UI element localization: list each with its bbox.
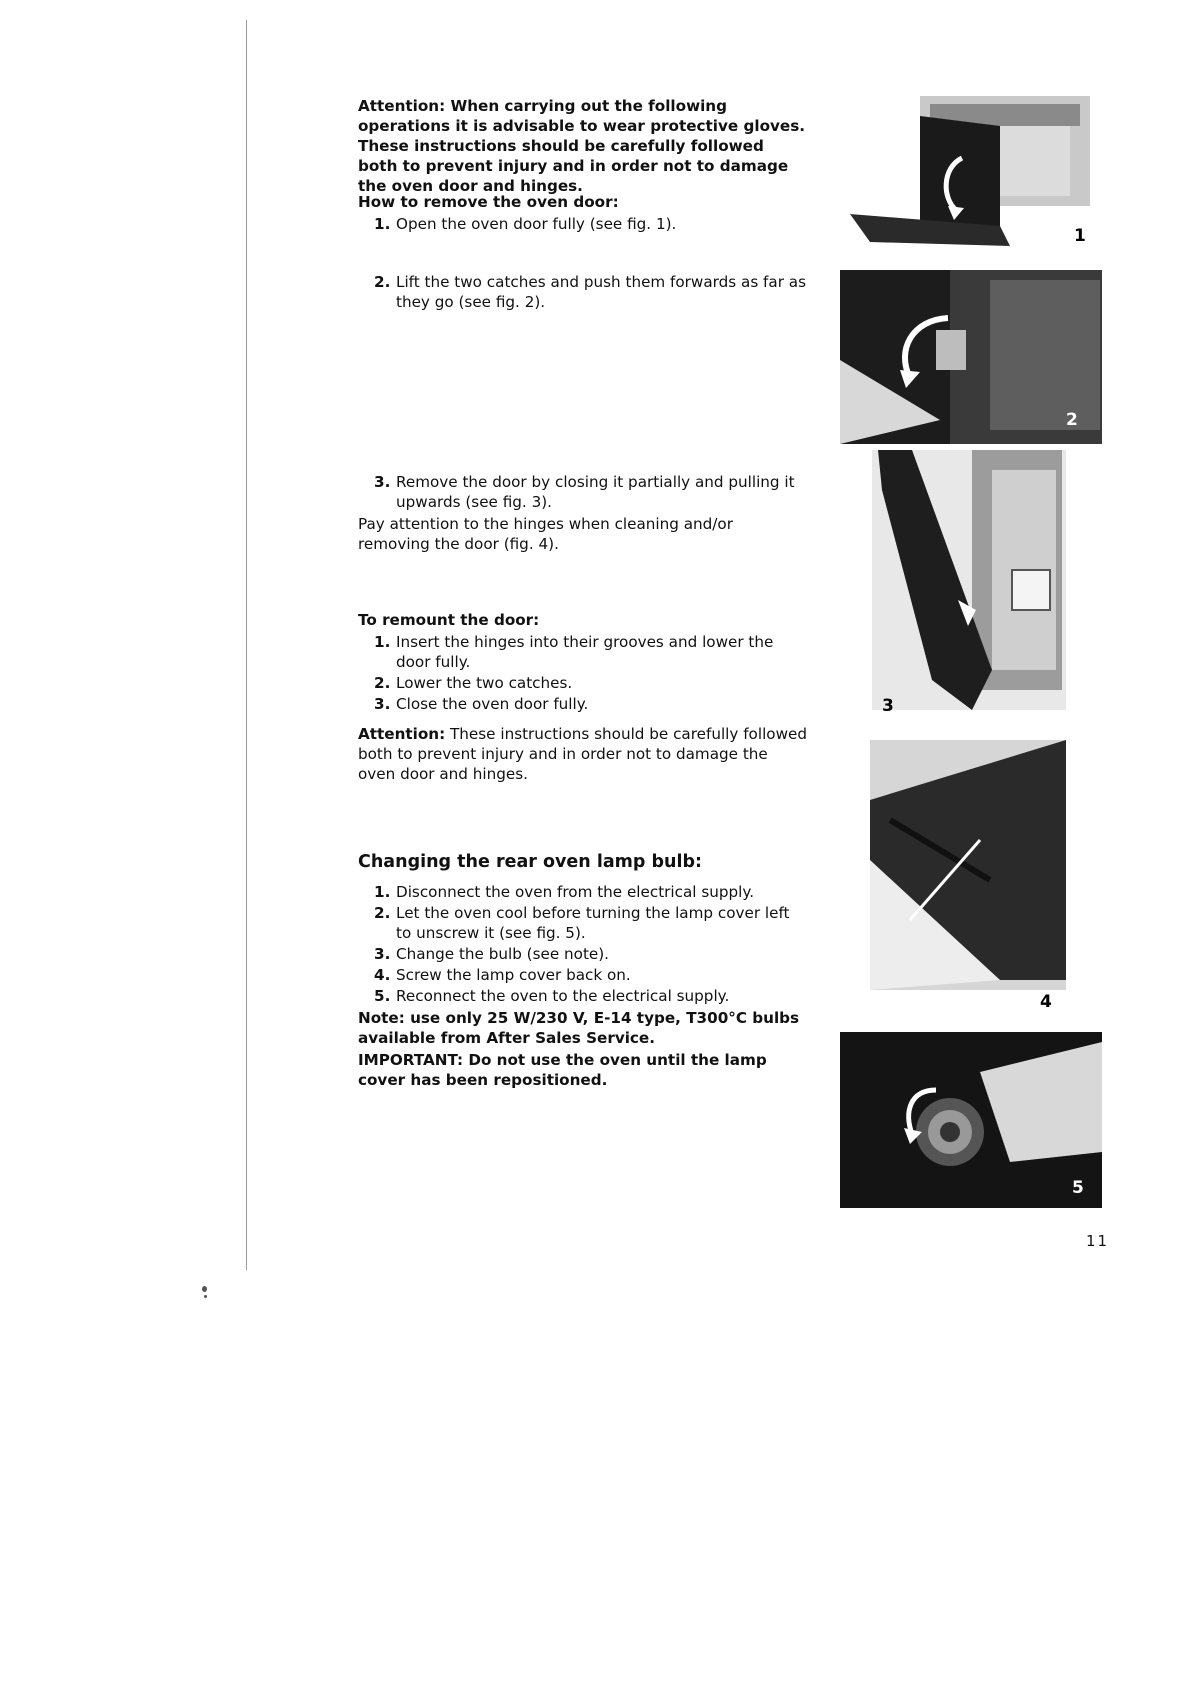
figure-2-illustration bbox=[840, 270, 1102, 444]
figure-5-lamp-cover bbox=[840, 1032, 1102, 1208]
step-text: Let the oven cool before turning the lamp cover left to unscrew it (see fig. 5). bbox=[396, 904, 790, 942]
scan-speck bbox=[202, 1286, 207, 1292]
step-text: Change the bulb (see note). bbox=[396, 945, 610, 963]
lamp-steps bbox=[358, 882, 808, 1006]
step-text: Open the oven door fully (see fig. 1). bbox=[396, 215, 677, 233]
figure-3-illustration bbox=[872, 450, 1066, 720]
lamp-heading: Changing the rear oven lamp bulb: bbox=[358, 852, 703, 872]
step-number: 1. bbox=[374, 883, 391, 901]
remount-attention bbox=[358, 724, 808, 784]
hinge-note: Pay attention to the hinges when cleaning and/or removing the door (fig. 4). bbox=[358, 515, 733, 553]
step-number: 5. bbox=[374, 987, 391, 1005]
figure-3-label: 3 bbox=[882, 696, 894, 716]
figure-2-lift-catches bbox=[840, 270, 1102, 444]
figure-2-label: 2 bbox=[1066, 410, 1078, 430]
step-text: Remove the door by closing it partially and pulling it upwards (see fig. 3). bbox=[396, 473, 795, 511]
step-text: Reconnect the oven to the electrical supply. bbox=[396, 987, 730, 1005]
figure-1-illustration bbox=[850, 86, 1100, 254]
step-number: 2. bbox=[374, 904, 391, 922]
attention-label: Attention: bbox=[358, 725, 446, 743]
attention-text: These instructions should be carefully followed both to prevent injury and in order not to damage the oven door and hinges. bbox=[358, 725, 807, 783]
scan-margin-line bbox=[246, 20, 247, 1270]
remove-step-2 bbox=[358, 272, 808, 312]
figure-1-open-door bbox=[850, 86, 1100, 254]
step-text: Lower the two catches. bbox=[396, 674, 573, 692]
step-number: 1. bbox=[374, 215, 391, 233]
important-notice: IMPORTANT: Do not use the oven until the lamp cover has been repositioned. bbox=[358, 1051, 767, 1089]
step-number: 4. bbox=[374, 966, 391, 984]
figure-4-label: 4 bbox=[1040, 992, 1052, 1010]
figure-1-label: 1 bbox=[1074, 226, 1086, 246]
figure-3-remove-door bbox=[872, 450, 1066, 720]
step-text: Lift the two catches and push them forwards as far as they go (see fig. 2). bbox=[396, 273, 807, 311]
remove-door-heading: How to remove the oven door: bbox=[358, 193, 619, 211]
step-number: 3. bbox=[374, 473, 391, 491]
step-text: Disconnect the oven from the electrical supply. bbox=[396, 883, 755, 901]
step-number: 3. bbox=[374, 945, 391, 963]
remove-step-3 bbox=[358, 472, 808, 512]
figure-5-label: 5 bbox=[1072, 1178, 1084, 1198]
remove-step-1 bbox=[358, 214, 808, 234]
page-number: 11 bbox=[1086, 1232, 1110, 1250]
step-text: Screw the lamp cover back on. bbox=[396, 966, 631, 984]
remount-steps bbox=[358, 632, 808, 714]
bulb-note: Note: use only 25 W/230 V, E-14 type, T300°C bulbs available from After Sales Service. bbox=[358, 1009, 800, 1047]
step-number: 1. bbox=[374, 633, 391, 651]
figure-4-illustration bbox=[870, 740, 1066, 1010]
step-number: 2. bbox=[374, 273, 391, 291]
intro-attention: Attention: When carrying out the following operations it is advisable to wear protective gloves. These instructions should be carefully followed both to prevent injury and in order not to damage the oven door and hinges. bbox=[358, 97, 806, 195]
remount-door-heading: To remount the door: bbox=[358, 611, 540, 629]
scan-speck bbox=[204, 1295, 207, 1298]
step-number: 2. bbox=[374, 674, 391, 692]
step-text: Insert the hinges into their grooves and lower the door fully. bbox=[396, 633, 774, 671]
figure-4-hinges bbox=[870, 740, 1066, 1010]
figure-5-illustration bbox=[840, 1032, 1102, 1208]
step-text: Close the oven door fully. bbox=[396, 695, 589, 713]
step-number: 3. bbox=[374, 695, 391, 713]
